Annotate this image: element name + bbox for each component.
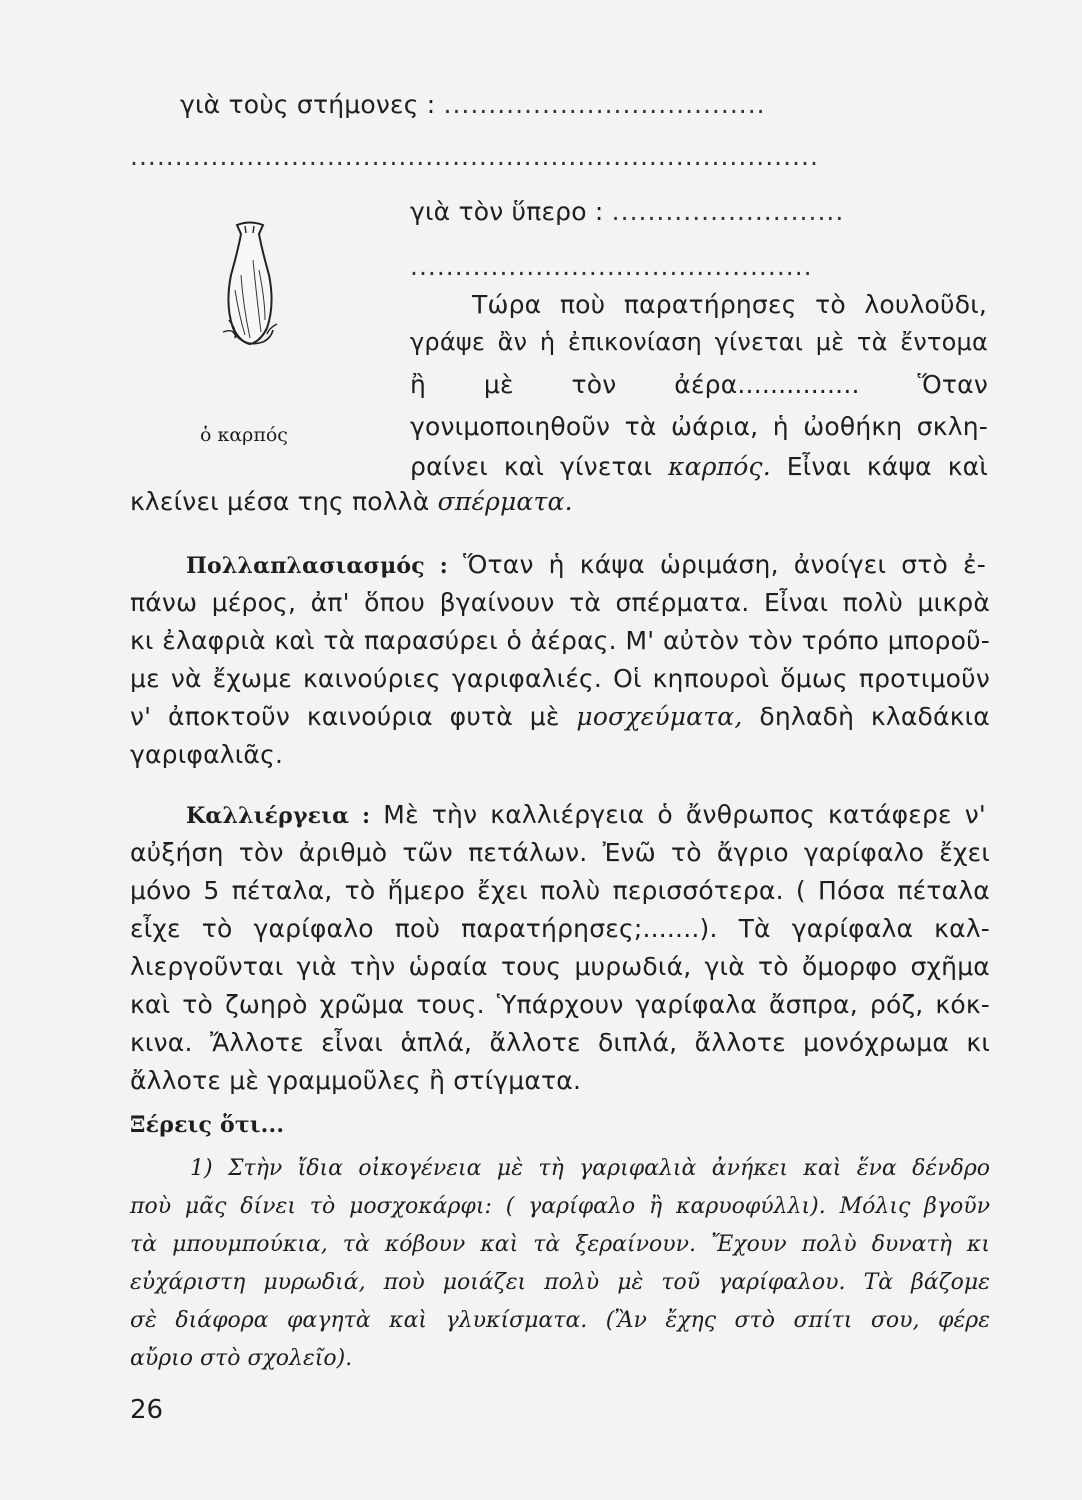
body-line xyxy=(186,798,986,833)
body-line: κινα. Ἄλλοτε εἶναι ἁπλά, ἄλλοτε διπλά, ἄλλοτε μονόχρωμα κι xyxy=(130,1028,990,1057)
body-line: Τώρα ποὺ παρατήρησες τὸ λουλοῦδι, xyxy=(472,290,987,319)
body-line: αὐξήση τὸν ἀριθμὸ τῶν πετάλων. Ἐνῶ τὸ ἄγριο γαρίφαλο ἔχει xyxy=(130,838,990,867)
stamens-line xyxy=(180,88,766,122)
italic-term: μοσχεύματα, xyxy=(576,702,743,731)
pistil-dotted-line: ............................................. xyxy=(410,252,813,281)
body-line xyxy=(186,548,986,583)
body-line: πάνω μέρος, ἀπ' ὅπου βγαίνουν τὰ σπέρματα. Εἶναι πολὺ μικρὰ xyxy=(130,588,990,617)
body-line: ἄλλοτε μὲ γραμμοῦλες ἢ στίγματα. xyxy=(130,1066,582,1095)
text-segment: Μὲ τὴν καλλιέργεια ὁ ἄνθρωπος κατάφερε ν' xyxy=(383,800,987,829)
section-heading: Ξέρεις ὅτι... xyxy=(130,1112,285,1138)
pistil-dots: .......................... xyxy=(611,197,845,226)
page-number: 26 xyxy=(130,1395,164,1425)
italic-line: εὐχάριστη μυρωδιά, ποὺ μοιάζει πολὺ μὲ τοῦ γαρίφαλου. Τὰ βάζομε xyxy=(130,1270,990,1295)
pistil-line xyxy=(410,195,844,229)
body-line: μόνο 5 πέταλα, τὸ ἥμερο ἔχει πολὺ περισσότερα. ( Πόσα πέταλα xyxy=(130,876,990,905)
body-line xyxy=(410,450,988,484)
text-segment: δηλαδὴ κλαδάκια xyxy=(759,702,990,731)
fruit-caption: ὁ καρπός xyxy=(200,424,288,446)
italic-line: ποὺ μᾶς δίνει τὸ μοσχοκάρφι: ( γαρίφαλο ἢ καρυοφύλλι). Μόλις βγοῦν xyxy=(130,1194,990,1219)
section-heading: Πολλαπλασιασμός : xyxy=(186,553,448,579)
text-segment: ραίνει καὶ γίνεται xyxy=(410,452,653,481)
text-segment: Εἶναι κάψα καὶ xyxy=(786,452,988,481)
italic-line: σὲ διάφορα φαγητὰ καὶ γλυκίσματα. (Ἂν ἔχης στὸ σπίτι σου, φέρε xyxy=(130,1308,990,1333)
body-line xyxy=(130,700,990,734)
body-line xyxy=(130,485,573,519)
italic-line: αὔριο στὸ σχολεῖο). xyxy=(130,1346,353,1371)
stamens-dots: .................................... xyxy=(443,90,766,119)
text-segment: ν' ἀποκτοῦν καινούρια φυτὰ μὲ xyxy=(130,702,560,731)
body-line: καὶ τὸ ζωηρὸ χρῶμα τους. Ὑπάρχουν γαρίφαλα ἄσπρα, ρόζ, κόκ- xyxy=(130,990,990,1019)
text-segment: κλείνει μέσα της πολλὰ xyxy=(130,487,430,516)
body-line: εἶχε τὸ γαρίφαλο ποὺ παρατήρησες;.......). Τὰ γαρίφαλα καλ- xyxy=(130,914,990,943)
italic-term: σπέρματα. xyxy=(437,487,573,516)
body-line: γράψε ἂν ἡ ἐπικονίαση γίνεται μὲ τὰ ἔντομα xyxy=(410,328,988,356)
body-line: με νὰ ἔχωμε καινούριες γαριφαλιές. Οἱ κηπουροὶ ὅμως προτιμοῦν xyxy=(130,664,990,693)
text-segment: Ὅταν ἡ κάψα ὡριμάση, ἀνοίγει στὸ ἐ- xyxy=(463,550,986,579)
body-line: γαριφαλιᾶς. xyxy=(130,740,284,769)
body-line: λιεργοῦνται γιὰ τὴν ὡραία τους μυρωδιά, γιὰ τὸ ὄμορφο σχῆμα xyxy=(130,952,990,981)
body-line: κι ἐλαφριὰ καὶ τὰ παρασύρει ὁ ἀέρας. Μ' αὐτὸν τὸν τρόπο μποροῦ- xyxy=(130,626,990,655)
body-line: ἢ μὲ τὸν ἀέρα............... Ὅταν xyxy=(410,370,988,399)
body-line: γονιμοποιηθοῦν τὰ ὠάρια, ἡ ὠοθήκη σκλη- xyxy=(410,412,988,441)
dotted-answer-line: ............................................................................. xyxy=(130,142,819,171)
pistil-label: γιὰ τὸν ὕπερο : xyxy=(410,197,604,226)
section-heading: Καλλιέργεια : xyxy=(186,803,371,829)
fruit-capsule-illustration xyxy=(215,220,285,350)
italic-term: καρπός. xyxy=(668,452,771,481)
italic-line: 1) Στὴν ἴδια οἰκογένεια μὲ τὴ γαριφαλιὰ ἀνήκει καὶ ἕνα δένδρο xyxy=(190,1156,990,1181)
italic-line: τὰ μπουμπούκια, τὰ κόβουν καὶ τὰ ξεραίνουν. Ἔχουν πολὺ δυνατὴ κι xyxy=(130,1232,990,1257)
stamens-label: γιὰ τοὺς στήμονες : xyxy=(180,90,436,119)
